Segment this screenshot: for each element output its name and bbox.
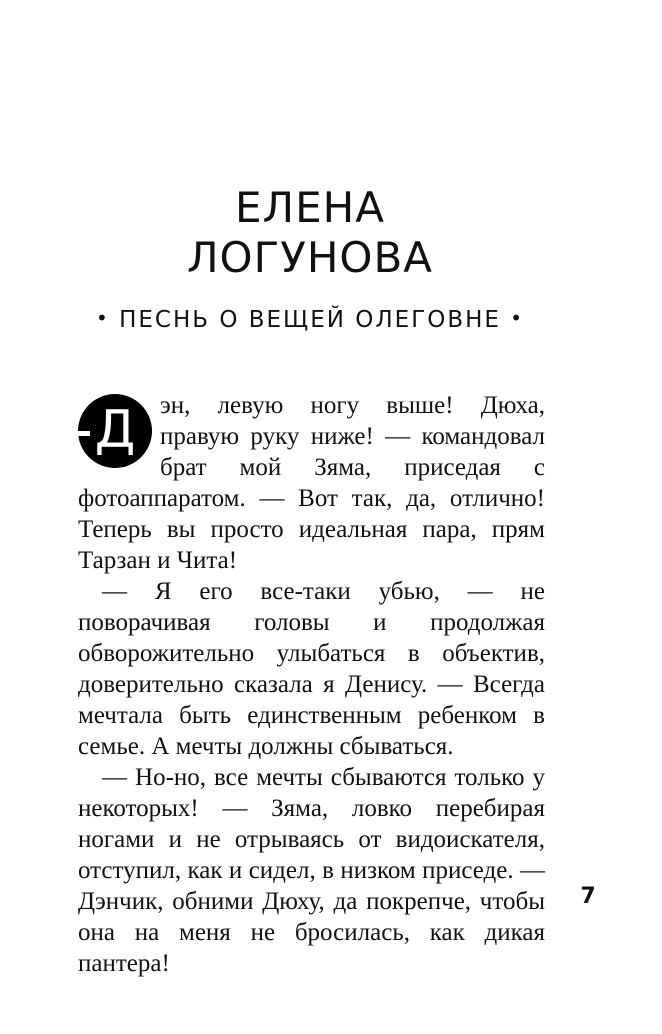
bullet-right: •	[510, 306, 525, 330]
paragraph-3: — Но-но, все мечты сбываются только у некоторых! — Зяма, ловко перебирая ногами и не отрываясь от видоискателя, отступил, как и сидел, в низком приседе. — Дэнчик, обними Дюху, да покрепче, чтобы она на меня не бросилась, как дикая пантера!	[78, 764, 545, 977]
book-title-text: ПЕСНЬ О ВЕЩЕЙ ОЛЕГОВНЕ	[119, 307, 501, 333]
paragraph-2: — Я его все-таки убью, — не поворачивая головы и продолжая обворожительно улыбаться в объектив, доверительно сказала я Денису. — Всегда мечтала быть единственным ребенком в семье. А мечты должны сбываться.	[78, 578, 545, 760]
author-first-name: ЕЛЕНА	[235, 183, 385, 232]
book-title	[0, 300, 620, 338]
page-number: 7	[580, 884, 596, 909]
paragraph-1-text: эн, левую ногу выше! Дюха, правую руку ниже! — командовал брат мой Зяма, приседая с фотоаппаратом. — Вот так, да, отлично! Теперь вы просто идеальная пара, прям Тарзан и Чита!	[78, 392, 545, 574]
author-last-name: ЛОГУНОВА	[186, 233, 434, 282]
bullet-left: •	[95, 306, 110, 330]
chapter-text	[78, 390, 545, 979]
drop-cap	[78, 394, 152, 468]
paragraph-1	[78, 390, 545, 576]
drop-cap-letter: Д	[94, 400, 136, 460]
